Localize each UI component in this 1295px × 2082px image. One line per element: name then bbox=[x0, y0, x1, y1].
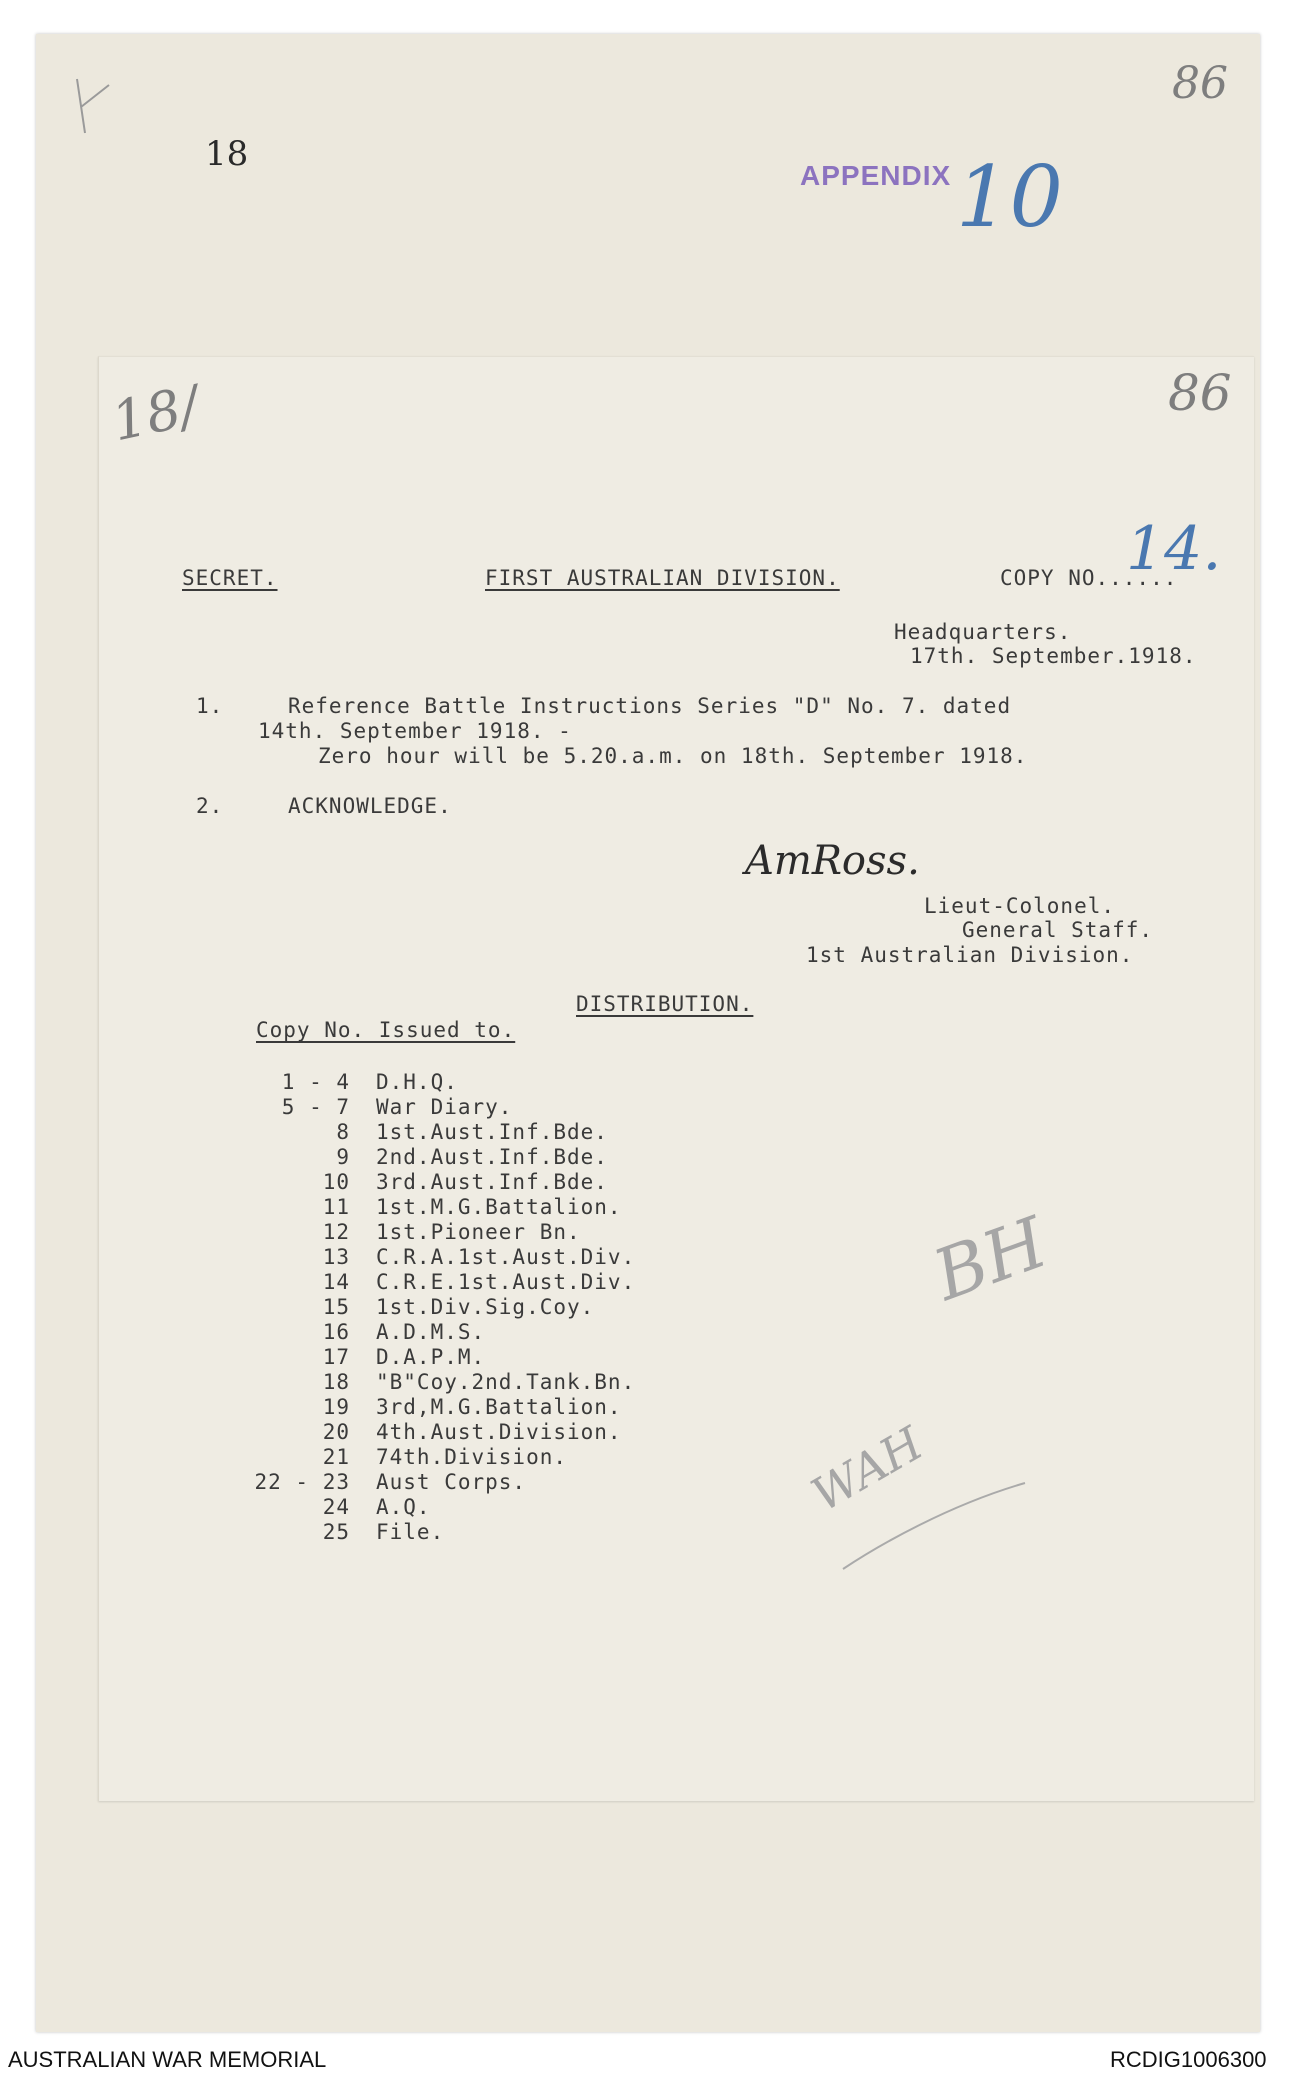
paragraph-1-number: 1. bbox=[196, 694, 224, 718]
distribution-recipient: A.D.M.S. bbox=[376, 1320, 486, 1344]
distribution-copy-number: 1 - 4 bbox=[281, 1070, 350, 1094]
distribution-copy-number: 19 bbox=[322, 1395, 350, 1419]
distribution-copy-number: 8 bbox=[336, 1120, 350, 1144]
copy-number-label: COPY NO...... bbox=[1000, 566, 1178, 590]
copy-number-handwritten: 14. bbox=[1126, 514, 1222, 584]
distribution-recipient: 1st.Aust.Inf.Bde. bbox=[376, 1120, 608, 1144]
back-page-number: 18 bbox=[205, 134, 249, 174]
appendix-number: 10 bbox=[956, 148, 1063, 246]
distribution-copy-number: 25 bbox=[322, 1520, 350, 1544]
formation-title: FIRST AUSTRALIAN DIVISION. bbox=[485, 566, 840, 590]
paragraph-2-number: 2. bbox=[196, 794, 224, 818]
distribution-recipient: 2nd.Aust.Inf.Bde. bbox=[376, 1145, 608, 1169]
paragraph-2-line-1: ACKNOWLEDGE. bbox=[288, 794, 452, 818]
pencil-initials-lower: WAH bbox=[802, 1416, 932, 1522]
back-page-corner-mark bbox=[52, 58, 96, 118]
paragraph-1-line-2: 14th. September 1918. - bbox=[258, 719, 572, 743]
distribution-copy-number: 24 bbox=[322, 1495, 350, 1519]
distribution-copy-number: 5 - 7 bbox=[281, 1095, 350, 1119]
distribution-recipient: 4th.Aust.Division. bbox=[376, 1420, 622, 1444]
pencil-initials-upper: BH bbox=[923, 1201, 1058, 1317]
distribution-recipient: A.Q. bbox=[376, 1495, 431, 1519]
signature-rank: Lieut-Colonel. bbox=[924, 894, 1116, 918]
distribution-copy-number: 10 bbox=[322, 1170, 350, 1194]
appendix-stamp: APPENDIX bbox=[800, 160, 952, 191]
front-page-mark: 18/ bbox=[106, 373, 205, 454]
distribution-recipient: 3rd,M.G.Battalion. bbox=[376, 1395, 622, 1419]
footer-reference: RCDIG1006300 bbox=[1110, 2047, 1267, 2072]
signature-appointment: General Staff. bbox=[962, 918, 1154, 942]
distribution-recipient: D.H.Q. bbox=[376, 1070, 458, 1094]
distribution-copy-number: 11 bbox=[322, 1195, 350, 1219]
distribution-recipient: 1st.Div.Sig.Coy. bbox=[376, 1295, 595, 1319]
distribution-title: DISTRIBUTION. bbox=[576, 992, 754, 1016]
distribution-recipient: C.R.E.1st.Aust.Div. bbox=[376, 1270, 636, 1294]
distribution-recipient: 3rd.Aust.Inf.Bde. bbox=[376, 1170, 608, 1194]
distribution-recipient: D.A.P.M. bbox=[376, 1345, 486, 1369]
distribution-copy-number: 12 bbox=[322, 1220, 350, 1244]
pencil-flourish bbox=[820, 1456, 1010, 1556]
distribution-copy-number: 21 bbox=[322, 1445, 350, 1469]
origin-place: Headquarters. bbox=[894, 620, 1072, 644]
paragraph-1-line-1: Reference Battle Instructions Series "D" No. 7. dated bbox=[288, 694, 1012, 718]
distribution-copy-number: 15 bbox=[322, 1295, 350, 1319]
distribution-copy-number: 22 - 23 bbox=[254, 1470, 350, 1494]
distribution-copy-number: 20 bbox=[322, 1420, 350, 1444]
distribution-copy-number: 18 bbox=[322, 1370, 350, 1394]
distribution-copy-number: 17 bbox=[322, 1345, 350, 1369]
distribution-recipient: 1st.M.G.Battalion. bbox=[376, 1195, 622, 1219]
footer-institution: AUSTRALIAN WAR MEMORIAL bbox=[8, 2047, 327, 2072]
classification: SECRET. bbox=[182, 566, 278, 590]
distribution-recipient: "B"Coy.2nd.Tank.Bn. bbox=[376, 1370, 636, 1394]
distribution-header: Copy No. Issued to. bbox=[256, 1018, 516, 1042]
distribution-recipient: C.R.A.1st.Aust.Div. bbox=[376, 1245, 636, 1269]
front-page-folio: 86 bbox=[1168, 364, 1232, 422]
signature: AmRoss. bbox=[745, 838, 920, 884]
distribution-copy-number: 13 bbox=[322, 1245, 350, 1269]
distribution-recipient: 1st.Pioneer Bn. bbox=[376, 1220, 581, 1244]
distribution-recipient: 74th.Division. bbox=[376, 1445, 568, 1469]
origin-date: 17th. September.1918. bbox=[910, 644, 1197, 668]
distribution-copy-number: 16 bbox=[322, 1320, 350, 1344]
distribution-recipient: Aust Corps. bbox=[376, 1470, 527, 1494]
distribution-recipient: War Diary. bbox=[376, 1095, 513, 1119]
distribution-list bbox=[238, 1070, 798, 1550]
distribution-recipient: File. bbox=[376, 1520, 445, 1544]
signature-formation: 1st Australian Division. bbox=[806, 943, 1134, 967]
back-page-folio: 86 bbox=[1172, 58, 1228, 109]
paragraph-1-line-3: Zero hour will be 5.20.a.m. on 18th. September 1918. bbox=[318, 744, 1028, 768]
distribution-copy-number: 9 bbox=[336, 1145, 350, 1169]
distribution-copy-number: 14 bbox=[322, 1270, 350, 1294]
